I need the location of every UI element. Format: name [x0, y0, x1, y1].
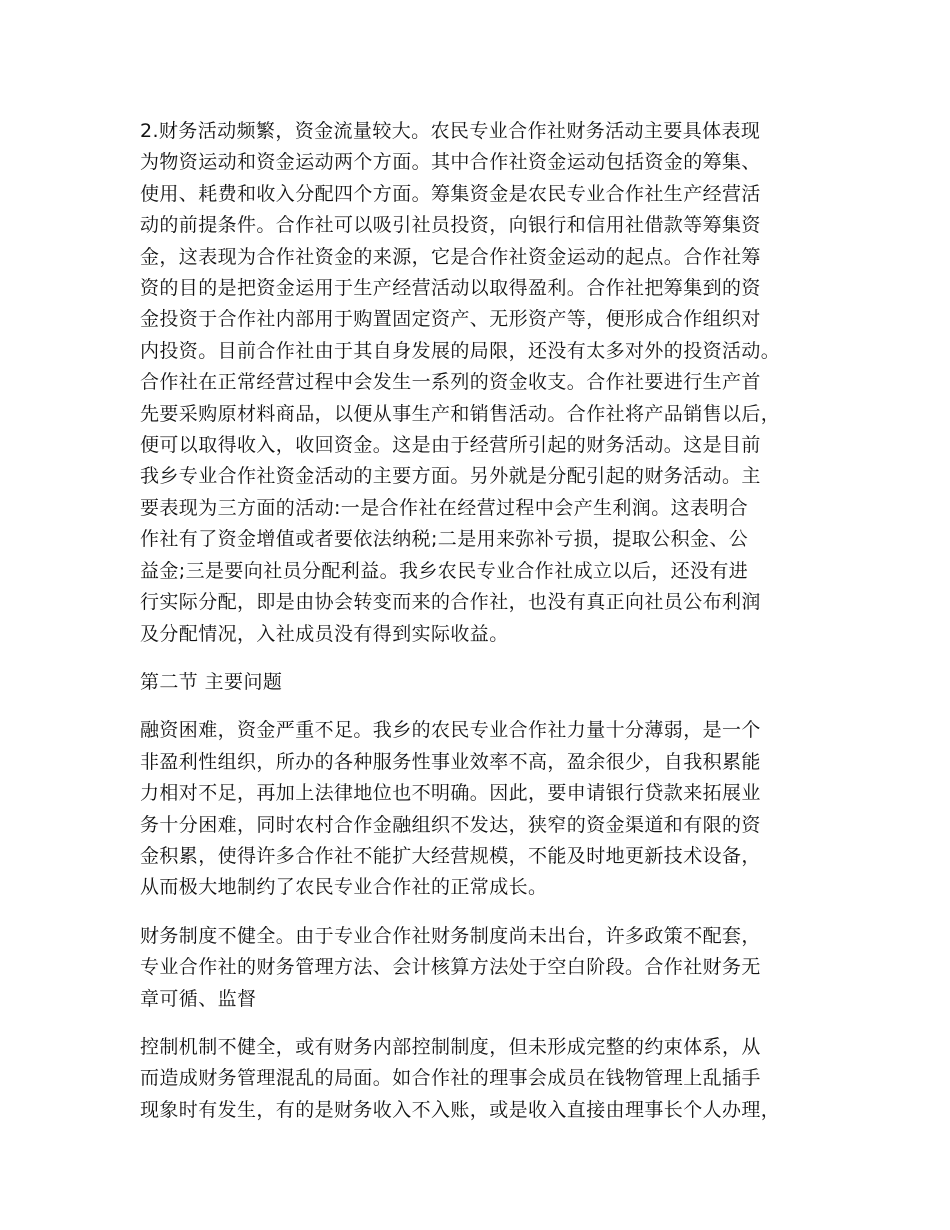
text-line: 使用、耗费和收入分配四个方面。筹集资金是农民专业合作社生产经营活: [140, 182, 761, 205]
text-line: 非盈利性组织，所办的各种服务性事业效率不高，盈余很少，自我积累能: [140, 750, 761, 773]
text-line: 行实际分配，即是由协会转变而来的合作社，也没有真正向社员公布利润: [140, 591, 761, 614]
text-line: 专业合作社的财务管理方法、会计核算方法处于空白阶段。合作社财务无: [140, 956, 761, 979]
text-line: 控制机制不健全，或有财务内部控制制度，但未形成完整的约束体系，从: [140, 1035, 761, 1058]
text-line: 先要采购原材料商品，以便从事生产和销售活动。合作社将产品销售以后，: [140, 402, 781, 425]
text-line: 从而极大地制约了农民专业合作社的正常成长。: [140, 876, 548, 899]
text-line: 内投资。目前合作社由于其自身发展的局限，还没有太多对外的投资活动。: [140, 339, 781, 362]
text-line: 作社有了资金增值或者要依法纳税;二是用来弥补亏损，提取公积金、公: [140, 528, 749, 551]
text-line: 2.财务活动频繁，资金流量较大。农民专业合作社财务活动主要具体表现: [140, 120, 761, 142]
paragraph-financial-activities: [140, 116, 838, 650]
paragraph-financial-system: [140, 921, 838, 1015]
section-heading: 第二节 主要问题: [140, 670, 283, 693]
text-line: 我乡专业合作社资金活动的主要方面。另外就是分配引起的财务活动。主: [140, 465, 761, 488]
text-line: 便可以取得收入，收回资金。这是由于经营所引起的财务活动。这是目前: [140, 434, 761, 457]
text-line: 现象时有发生，有的是财务收入不入账，或是收入直接由理事长个人办理，: [140, 1098, 781, 1121]
text-line: 财务制度不健全。由于专业合作社财务制度尚未出台，许多政策不配套，: [140, 924, 761, 947]
text-line: 务十分困难，同时农村合作金融组织不发达，狭窄的资金渠道和有限的资: [140, 813, 761, 836]
text-line: 融资困难，资金严重不足。我乡的农民专业合作社力量十分薄弱，是一个: [140, 719, 761, 742]
text-line: 要表现为三方面的活动:一是合作社在经营过程中会产生利润。这表明合: [140, 496, 749, 519]
text-line: 金投资于合作社内部用于购置固定资产、无形资产等，便形成合作组织对: [140, 308, 761, 331]
text-line: 力相对不足，再加上法律地位也不明确。因此，要申请银行贷款来拓展业: [140, 782, 761, 805]
text-line: 动的前提条件。合作社可以吸引社员投资，向银行和信用社借款等筹集资: [140, 214, 761, 237]
text-line: 及分配情况，入社成员没有得到实际收益。: [140, 622, 509, 645]
paragraph-financing-difficulty: [140, 715, 838, 903]
text-line: 资的目的是把资金运用于生产经营活动以取得盈利。合作社把筹集到的资: [140, 277, 761, 300]
paragraph-control-mechanism: [140, 1032, 838, 1126]
text-line: 而造成财务管理混乱的局面。如合作社的理事会成员在钱物管理上乱插手: [140, 1067, 761, 1090]
text-line: 金积累，使得许多合作社不能扩大经营规模，不能及时地更新技术设备，: [140, 844, 761, 867]
text-line: 合作社在正常经营过程中会发生一系列的资金收支。合作社要进行生产首: [140, 371, 761, 394]
text-line: 章可循、监督: [140, 987, 257, 1010]
text-line: 为物资运动和资金运动两个方面。其中合作社资金运动包括资金的筹集、: [140, 151, 761, 174]
text-line: 金，这表现为合作社资金的来源，它是合作社资金运动的起点。合作社筹: [140, 245, 761, 268]
text-line: 益金;三是要向社员分配利益。我乡农民专业合作社成立以后，还没有进: [140, 559, 749, 582]
